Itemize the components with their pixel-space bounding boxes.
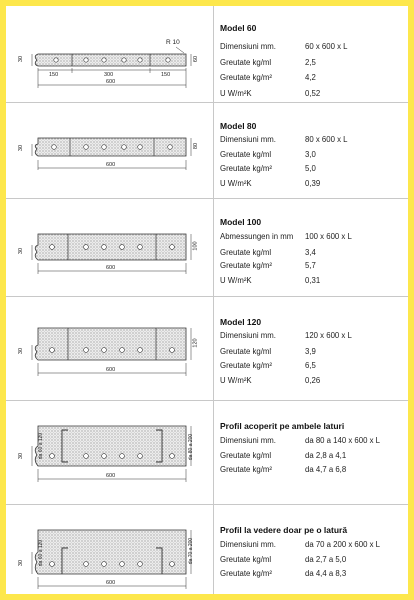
spec-label: Dimensiuni mm. xyxy=(220,42,276,51)
spec-label: U W/m²K xyxy=(220,376,252,385)
profile-one-side-drawing xyxy=(6,504,214,594)
height-left-label: 30 xyxy=(18,55,25,63)
model-100-drawing xyxy=(6,198,214,296)
spec-label: Dimensiuni mm. xyxy=(220,540,276,549)
spec-label: Greutate kg/ml xyxy=(220,248,272,257)
model-80-row xyxy=(6,102,408,199)
model-120-row xyxy=(6,296,408,401)
height-right-label: 60 xyxy=(193,55,200,63)
profile-both-sides-drawing xyxy=(6,400,214,504)
spec-label: U W/m²K xyxy=(220,89,252,98)
spec-value: 3,4 xyxy=(305,248,316,257)
spec-value: 3,9 xyxy=(305,347,316,356)
spec-label: U W/m²K xyxy=(220,276,252,285)
spec-value: 0,39 xyxy=(305,179,321,188)
model-title: Profil la vedere doar pe o latură xyxy=(220,525,348,535)
width-label: 600 xyxy=(106,265,116,271)
segment-right-label: 150 xyxy=(161,72,171,78)
height-inner-label: da 60 a 120 xyxy=(38,539,45,567)
radius-label: R 10 xyxy=(166,39,180,46)
spec-label: Abmessungen in mm xyxy=(220,232,294,241)
model-title: Model 80 xyxy=(220,121,257,131)
spec-label: Greutate kg/m² xyxy=(220,73,272,82)
spec-label: Greutate kg/m² xyxy=(220,465,272,474)
profile-both-sides-row xyxy=(6,400,408,505)
model-60-row xyxy=(6,6,408,103)
width-label: 600 xyxy=(106,79,116,85)
profile-one-side-row xyxy=(6,504,408,594)
model-100-row xyxy=(6,198,408,297)
spec-label: Dimensiuni mm. xyxy=(220,135,276,144)
height-left-label: 30 xyxy=(18,144,25,152)
spec-value: da 80 a 140 x 600 x L xyxy=(305,436,380,445)
height-left-label: 30 xyxy=(18,347,25,355)
spec-label: Dimensiuni mm. xyxy=(220,331,276,340)
spec-value: da 2,8 a 4,1 xyxy=(305,451,347,460)
height-right-label: 100 xyxy=(192,241,199,251)
height-right-label: 120 xyxy=(192,338,199,348)
spec-value: 120 x 600 x L xyxy=(305,331,352,340)
width-label: 600 xyxy=(106,162,116,168)
spec-value: 2,5 xyxy=(305,58,316,67)
spec-value: 0,52 xyxy=(305,89,321,98)
height-right-label: da 80 a 200 xyxy=(188,433,195,461)
segment-left-label: 150 xyxy=(49,72,59,78)
model-title: Model 100 xyxy=(220,217,262,227)
height-inner-label: da 60 a 120 xyxy=(38,432,45,460)
spec-value: 80 x 600 x L xyxy=(305,135,348,144)
spec-value: 60 x 600 x L xyxy=(305,42,348,51)
product-sheet xyxy=(6,6,408,594)
spec-value: 4,2 xyxy=(305,73,316,82)
spec-value: 5,7 xyxy=(305,261,316,270)
spec-label: Greutate kg/ml xyxy=(220,150,272,159)
segment-mid-label: 300 xyxy=(104,72,114,78)
spec-value: da 4,7 a 6,8 xyxy=(305,465,347,474)
spec-label: Greutate kg/m² xyxy=(220,261,272,270)
height-right-label: 80 xyxy=(193,142,200,150)
spec-value: 0,26 xyxy=(305,376,321,385)
width-label: 600 xyxy=(106,367,116,373)
model-80-drawing xyxy=(6,102,214,198)
spec-value: da 70 a 200 x 600 x L xyxy=(305,540,380,549)
spec-label: Dimensiuni mm. xyxy=(220,436,276,445)
height-left-label: 30 xyxy=(18,559,25,567)
spec-value: 100 x 600 x L xyxy=(305,232,352,241)
spec-label: Greutate kg/ml xyxy=(220,555,272,564)
height-right-label: da 70 a 200 xyxy=(188,537,195,565)
spec-value: 0,31 xyxy=(305,276,321,285)
spec-label: Greutate kg/ml xyxy=(220,58,272,67)
model-title: Profil acoperit pe ambele laturi xyxy=(220,421,345,431)
spec-value: da 2,7 a 5,0 xyxy=(305,555,347,564)
spec-value: 5,0 xyxy=(305,164,316,173)
spec-value: da 4,4 a 8,3 xyxy=(305,569,347,578)
spec-label: Greutate kg/m² xyxy=(220,164,272,173)
spec-value: 6,5 xyxy=(305,361,316,370)
spec-label: Greutate kg/ml xyxy=(220,347,272,356)
spec-label: Greutate kg/m² xyxy=(220,361,272,370)
model-title: Model 60 xyxy=(220,23,257,33)
width-label: 600 xyxy=(106,473,116,479)
spec-label: U W/m²K xyxy=(220,179,252,188)
width-label: 600 xyxy=(106,580,116,586)
model-120-drawing xyxy=(6,296,214,400)
height-left-label: 30 xyxy=(18,247,25,255)
height-left-label: 30 xyxy=(18,452,25,460)
spec-label: Greutate kg/m² xyxy=(220,569,272,578)
spec-label: Greutate kg/ml xyxy=(220,451,272,460)
model-title: Model 120 xyxy=(220,317,262,327)
spec-value: 3,0 xyxy=(305,150,316,159)
model-60-drawing xyxy=(6,6,214,102)
